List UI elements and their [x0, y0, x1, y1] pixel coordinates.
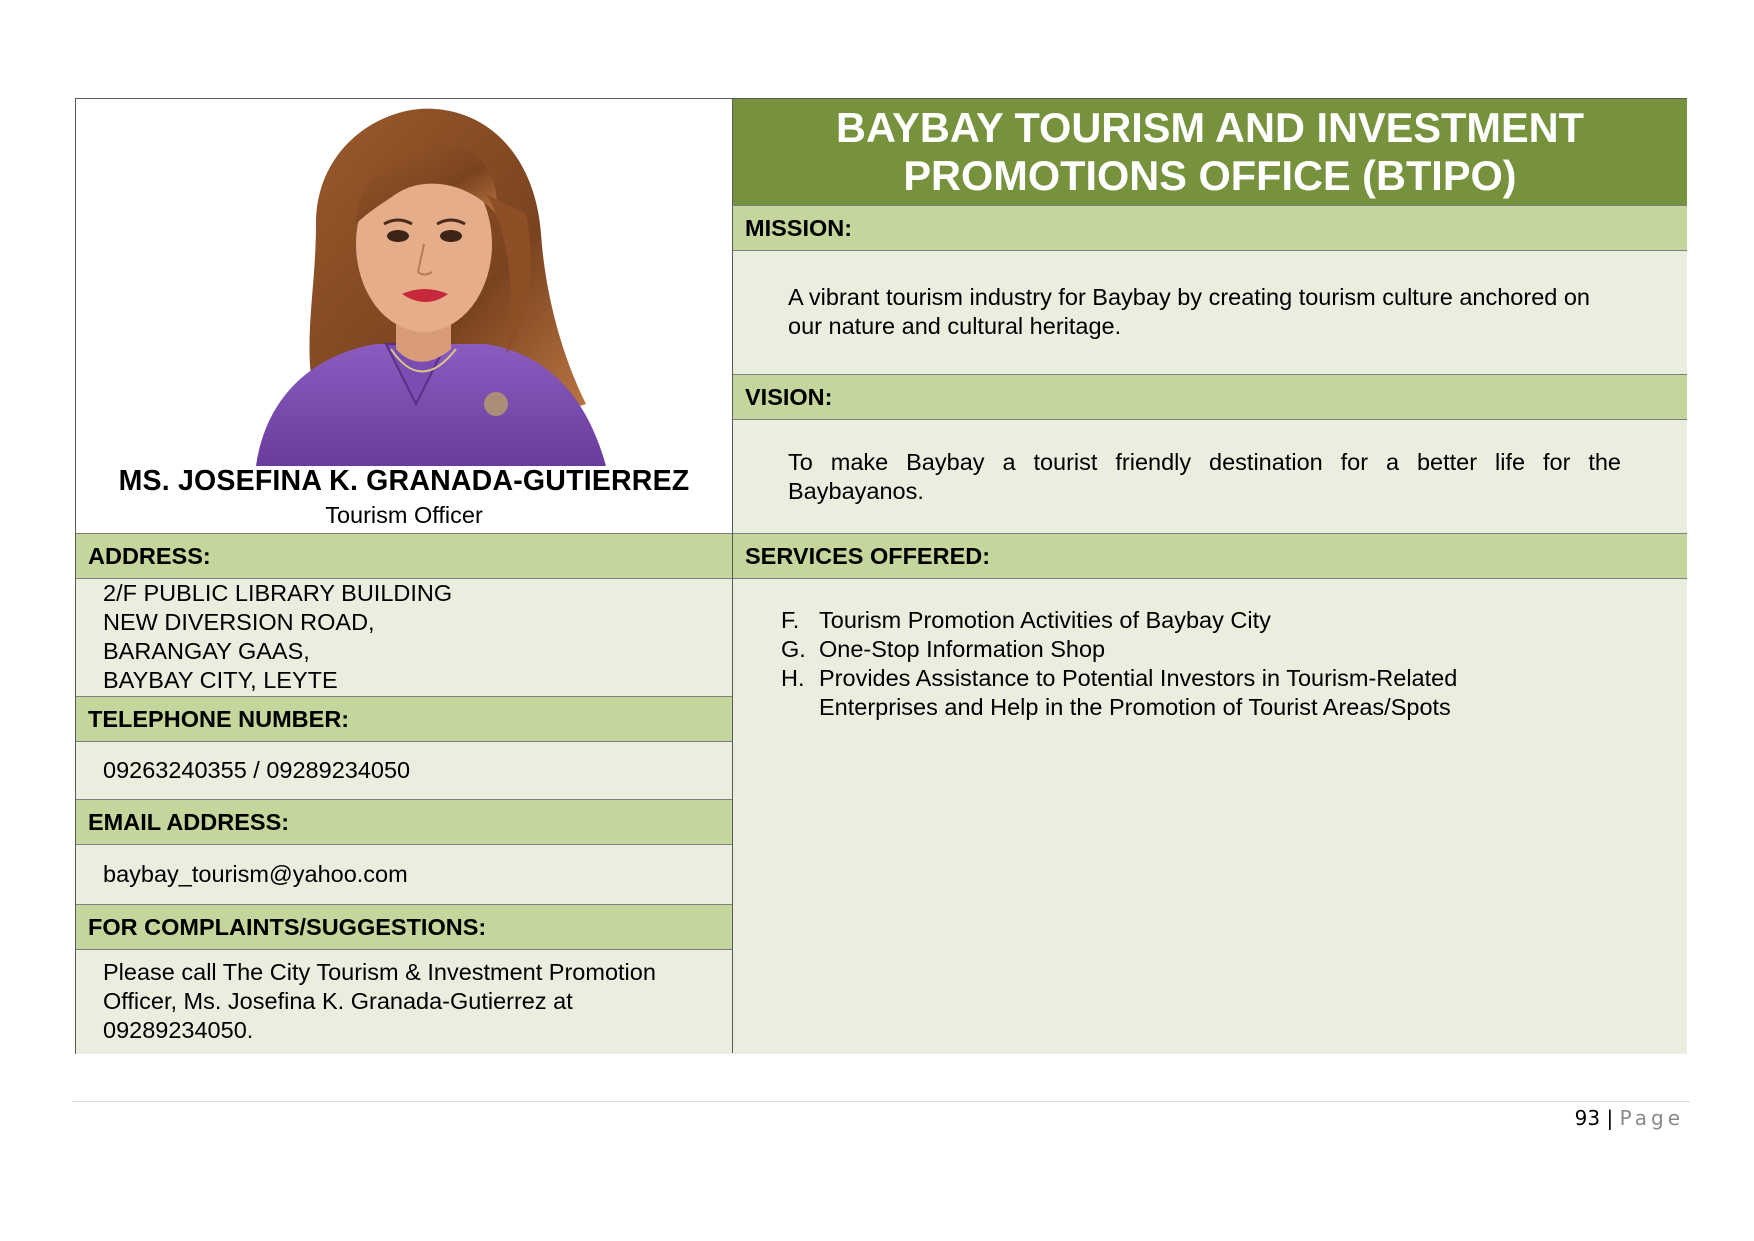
officer-name: MS. JOSEFINA K. GRANADA-GUTIERREZ: [118, 465, 690, 497]
address-line: 2/F PUBLIC LIBRARY BUILDING: [103, 580, 453, 606]
officer-photo: [166, 104, 654, 466]
telephone-heading: TELEPHONE NUMBER:: [76, 696, 733, 742]
officer-photo-cell: [76, 99, 732, 533]
vision-text: To make Baybay a tourist friendly destination for a better life for the Baybayanos.: [733, 420, 1687, 533]
service-text: Tourism Promotion Activities of Baybay City: [819, 607, 1271, 633]
service-text: One-Stop Information Shop: [819, 636, 1106, 662]
complaints-text: Please call The City Tourism & Investment Promotion Officer, Ms. Josefina K. Granada-Gutierrez at 09289234050.: [76, 950, 733, 1054]
list-item: [781, 664, 1687, 722]
telephone-value: 09263240355 / 09289234050: [76, 742, 733, 799]
email-heading: EMAIL ADDRESS:: [76, 799, 733, 845]
services-list: [733, 579, 1687, 1054]
office-title: [733, 99, 1687, 205]
vision-heading: VISION:: [733, 374, 1687, 420]
service-letter: G.: [781, 636, 806, 662]
mission-heading: MISSION:: [733, 205, 1687, 251]
page-label: Page: [1619, 1106, 1684, 1130]
address-line: BARANGAY GAAS,: [103, 638, 310, 664]
list-item: [781, 635, 1687, 664]
list-item: [781, 606, 1687, 635]
address-heading: ADDRESS:: [76, 533, 733, 579]
officer-position: Tourism Officer: [325, 502, 483, 528]
address-text: [76, 579, 733, 696]
office-directory-card: [75, 98, 1687, 1054]
service-letter: H.: [781, 665, 805, 691]
email-value: baybay_tourism@yahoo.com: [76, 845, 733, 904]
mission-text: A vibrant tourism industry for Baybay by creating tourism culture anchored on our nature and cultural heritage.: [733, 251, 1687, 374]
services-heading: SERVICES OFFERED:: [733, 533, 1687, 579]
office-title-line-1: BAYBAY TOURISM AND INVESTMENT: [836, 104, 1584, 151]
service-text: Provides Assistance to Potential Investors in Tourism-Related Enterprises and Help in the Promotion of Tourist Areas/Spots: [819, 665, 1458, 720]
page-number-footer: [1575, 1106, 1684, 1130]
office-title-line-2: PROMOTIONS OFFICE (BTIPO): [903, 152, 1517, 199]
address-line: NEW DIVERSION ROAD,: [103, 609, 375, 635]
footer-divider: [72, 1101, 1690, 1102]
column-divider: [732, 99, 733, 1053]
service-letter: F.: [781, 607, 800, 633]
page-separator: |: [1606, 1106, 1614, 1130]
page-number: 93: [1574, 1106, 1601, 1130]
complaints-heading: FOR COMPLAINTS/SUGGESTIONS:: [76, 904, 733, 950]
address-line: BAYBAY CITY, LEYTE: [103, 667, 338, 693]
